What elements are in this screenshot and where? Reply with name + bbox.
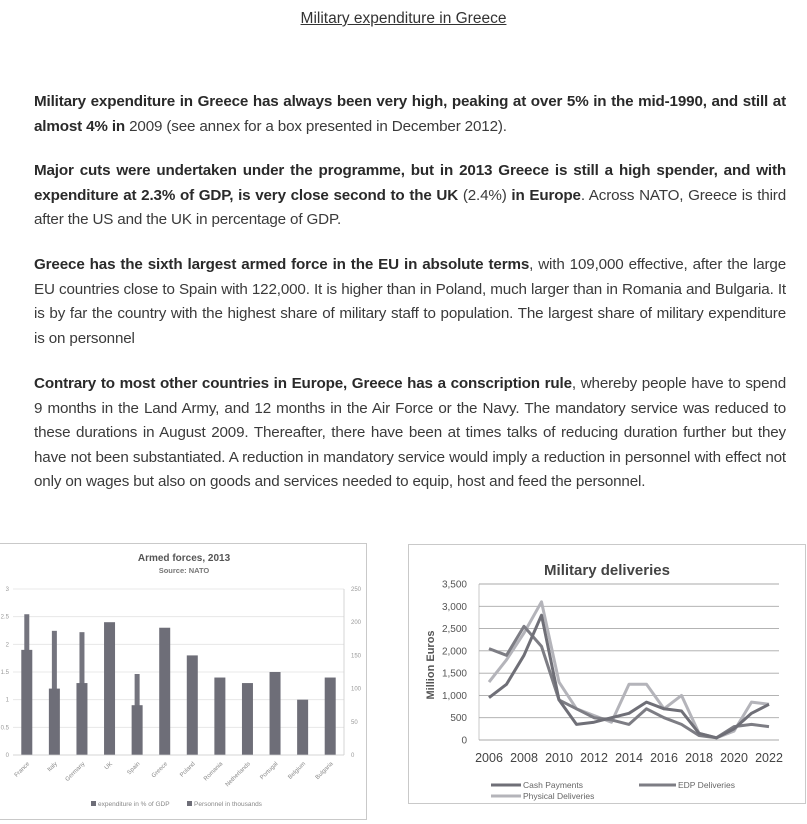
x-tick-label: Poland xyxy=(179,761,197,779)
x-tick-label: Italy xyxy=(46,761,59,774)
x-tick-label: 2010 xyxy=(545,751,573,765)
x-tick-label: Bulgaria xyxy=(314,761,335,781)
body-text: , whereby people have to spend 9 months in the Land Army, and 12 months in the Air Force or the Navy. The mandatory service was reduced to these durations in August 2009. Thereafter, there have been at times talks of reducing duration further but they have not been substantiated. A reduction in mandatory service would imply a reduction in personnel with effect not only on wages but also on goods and services needed to equip, host and feed the personnel. xyxy=(34,375,786,490)
x-tick-label: Belgium xyxy=(287,761,308,781)
armed-forces-chart-subtitle: Source: NATO xyxy=(158,566,210,575)
left-axis-tick-label: 1.5 xyxy=(0,670,9,676)
line-gridlines xyxy=(479,584,779,740)
legend-label-edp-deliveries: EDP Deliveries xyxy=(678,780,736,790)
armed-forces-chart-title: Armed forces, 2013 xyxy=(137,553,231,564)
bold-text: Contrary to most other countries in Europe, Greece has a conscription rule xyxy=(34,375,572,392)
x-tick-label: UK xyxy=(103,761,114,772)
left-axis-tick-label: 0 xyxy=(5,753,9,759)
legend-label-personnel: Personnel in thousands xyxy=(194,801,262,808)
bar-expenditure xyxy=(214,678,225,755)
y-tick-label: 500 xyxy=(450,713,467,725)
x-tick-label: 2020 xyxy=(720,751,748,765)
y-tick-label: 0 xyxy=(461,735,467,747)
y-tick-label: 3,000 xyxy=(441,601,467,613)
bar-expenditure xyxy=(132,705,143,755)
document-title: Military expenditure in Greece xyxy=(300,10,507,27)
bar-expenditure xyxy=(76,683,87,755)
bar-expenditure xyxy=(242,683,253,755)
y-tick-label: 1,500 xyxy=(441,668,467,680)
bar-marks xyxy=(21,614,335,755)
left-axis-tick-label: 0.5 xyxy=(0,725,9,732)
military-deliveries-y-label: Million Euros xyxy=(425,630,437,700)
left-axis-tick-label: 3 xyxy=(5,587,9,593)
bold-text: Major cuts were undertaken under the programme, but in 2013 Greece is still a high spender, and with expenditure at 2.3% of GDP, is very close second to the UK xyxy=(34,162,786,204)
x-tick-label: France xyxy=(13,761,32,779)
y-tick-label: 1,000 xyxy=(441,690,467,702)
armed-forces-chart-svg xyxy=(0,544,366,819)
x-tick-label: 2008 xyxy=(510,751,538,765)
paragraph-expenditure-history xyxy=(34,90,786,139)
x-tick-label: Portugal xyxy=(259,761,280,782)
military-deliveries-chart xyxy=(408,544,806,804)
military-deliveries-chart-svg xyxy=(409,545,805,803)
right-axis-tick-label: 150 xyxy=(351,653,362,660)
bar-expenditure xyxy=(49,689,60,755)
legend-swatch-personnel xyxy=(187,801,192,806)
bar-right-axis xyxy=(344,587,362,759)
right-axis-tick-label: 200 xyxy=(351,620,362,627)
y-tick-label: 2,000 xyxy=(441,646,467,658)
bar-expenditure xyxy=(270,672,281,755)
y-tick-label: 3,500 xyxy=(441,579,467,591)
left-axis-tick-label: 2.5 xyxy=(0,614,9,621)
legend-label-expenditure: expenditure in % of GDP xyxy=(98,801,170,808)
body-text: , with 109,000 effective, after the large EU countries close to Spain with 122,000. It is higher than in Poland, much larger than in Romania and Bulgaria. It is by far the country with the highest share of military staff to population. The largest share of military expenditure is on personnel xyxy=(34,256,787,347)
bold-text: Greece has the sixth largest armed force in the EU in absolute terms xyxy=(34,256,530,273)
line-y-axis xyxy=(442,580,467,747)
x-tick-label: Spain xyxy=(126,761,142,777)
line-series-edp-deliveries xyxy=(489,626,769,738)
paragraph-conscription xyxy=(34,372,786,495)
x-tick-label: 2012 xyxy=(580,751,608,765)
paragraph-programme-cuts xyxy=(34,159,786,233)
right-axis-tick-label: 100 xyxy=(351,686,362,693)
bar-gridlines xyxy=(13,589,344,755)
right-axis-tick-label: 0 xyxy=(351,753,355,759)
bar-left-axis xyxy=(1,587,10,759)
body-text: 2009 (see annex for a box presented in December 2012). xyxy=(129,117,507,135)
x-tick-label: Greece xyxy=(150,761,170,780)
x-tick-label: Germany xyxy=(64,761,87,783)
x-tick-label: 2006 xyxy=(475,751,503,765)
legend-label-physical-deliveries: Physical Deliveries xyxy=(523,791,595,801)
bar-expenditure xyxy=(21,650,32,755)
bar-expenditure xyxy=(159,628,170,755)
bar-expenditure xyxy=(187,655,198,755)
right-axis-tick-label: 250 xyxy=(351,587,362,593)
military-deliveries-chart-title: Military deliveries xyxy=(544,562,670,579)
body-text: . Across NATO, Greece is third after the US and the UK in percentage of GDP. xyxy=(34,186,787,228)
left-axis-tick-label: 1 xyxy=(5,697,9,704)
x-tick-label: Netherlands xyxy=(224,761,252,789)
x-tick-label: 2018 xyxy=(685,751,713,765)
armed-forces-chart xyxy=(0,543,367,820)
x-tick-label: 2016 xyxy=(650,751,678,765)
paragraph-armed-force-size xyxy=(34,253,786,351)
bar-x-axis xyxy=(13,755,344,788)
bar-expenditure xyxy=(325,678,336,755)
bar-expenditure xyxy=(104,622,115,755)
y-tick-label: 2,500 xyxy=(441,624,467,636)
x-tick-label: 2014 xyxy=(615,751,643,765)
line-x-axis xyxy=(475,751,783,765)
left-axis-tick-label: 2 xyxy=(5,642,9,649)
bold-text: in Europe xyxy=(511,186,581,204)
legend-swatch-expenditure xyxy=(91,801,96,806)
bar-expenditure xyxy=(297,700,308,755)
legend-label-cash-payments: Cash Payments xyxy=(523,780,583,790)
line-legend xyxy=(491,780,735,801)
x-tick-label: 2022 xyxy=(755,751,783,765)
bar-legend xyxy=(91,801,263,808)
right-axis-tick-label: 50 xyxy=(351,719,358,726)
bold-text: Military expenditure in Greece has always been very high, peaking at over 5% in the mid-1990, and still at almost 4% in xyxy=(34,93,786,135)
body-text: (2.4%) xyxy=(462,186,512,204)
x-tick-label: Romania xyxy=(203,761,225,783)
